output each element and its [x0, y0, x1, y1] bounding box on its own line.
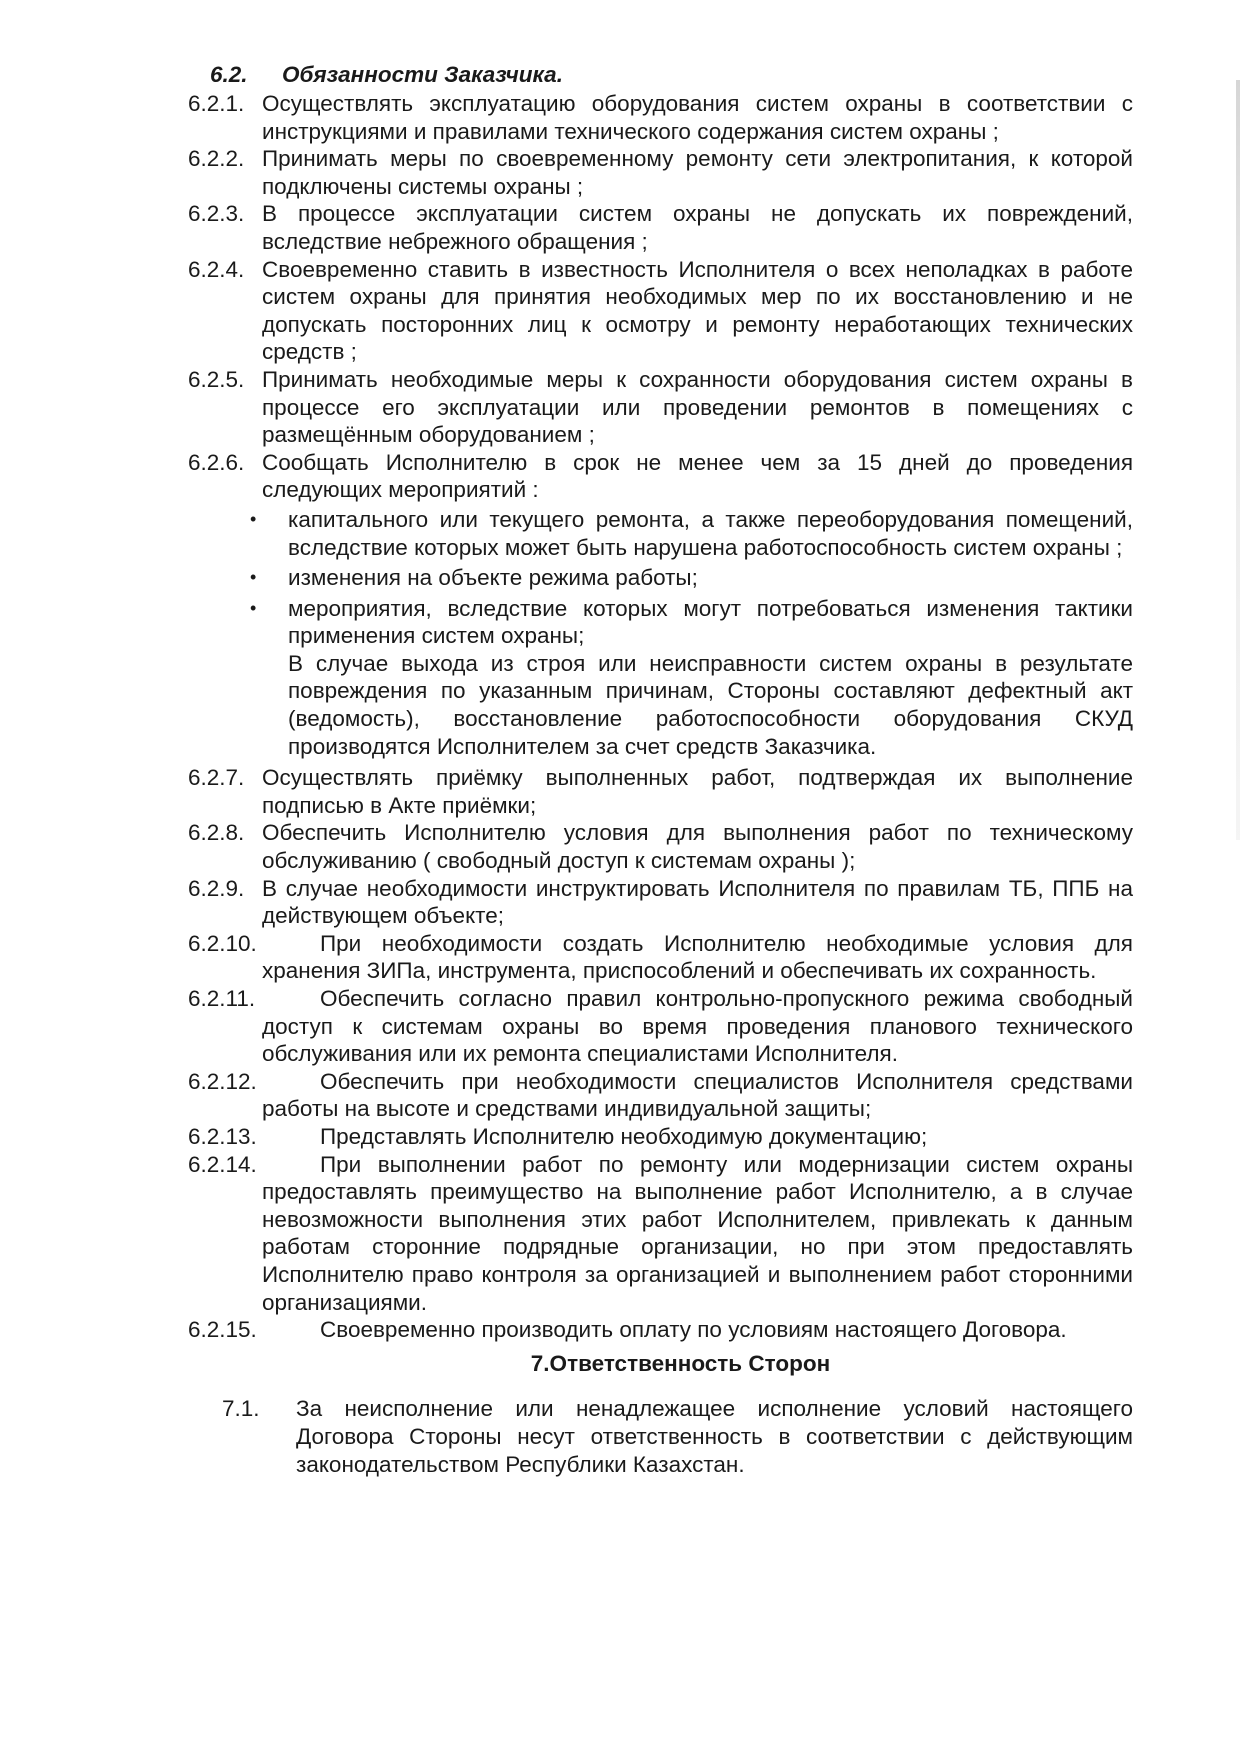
clause-number: 6.2.2. — [188, 146, 245, 172]
clause-text: Принимать необходимые меры к сохранности оборудования систем охраны в процессе его эксплуатации или проведении ремонтов в помещениях с размещённым оборудованием ; — [262, 366, 1133, 448]
clause-number: 6.2.12. — [188, 1068, 257, 1094]
clause-text: Сообщать Исполнителю в срок не менее чем за 15 дней до проведения следующих мероприятий : — [262, 449, 1133, 503]
section-number: 6.2. — [210, 62, 248, 87]
clause-text: Обеспечить согласно правил контрольно-пропускного режима свободный доступ к системам охраны во время проведения планового технического обслуживания или их ремонта специалистами Исполнителя. — [262, 986, 1133, 1067]
clause-6-2-15 — [188, 1316, 1133, 1344]
clause-6-2-10 — [188, 930, 1133, 985]
list-item — [188, 595, 1133, 650]
event-list — [188, 506, 1133, 650]
clause-text: Своевременно производить оплату по условиям настоящего Договора. — [320, 1317, 1067, 1343]
clause-6-2-5 — [188, 366, 1133, 449]
clause-text: При необходимости создать Исполнителю необходимые условия для хранения ЗИПа, инструмента, приспособлений и обеспечивать их сохранность. — [262, 930, 1133, 984]
section-6-2-heading — [210, 60, 1133, 90]
clause-number: 6.2.14. — [188, 1151, 257, 1177]
clause-number: 6.2.15. — [188, 1317, 257, 1343]
clause-number: 6.2.8. — [188, 820, 245, 846]
clause-number: 6.2.3. — [188, 201, 245, 227]
list-item-text: мероприятия, вследствие которых могут потребоваться изменения тактики применения систем охраны; — [288, 595, 1133, 649]
clause-6-2-9 — [188, 875, 1133, 930]
clause-6-2-4 — [188, 256, 1133, 366]
bullet-icon: • — [250, 567, 257, 588]
bullet-note: В случае выхода из строя или неисправности систем охраны в результате повреждения по указанным причинам, Стороны составляют дефектный акт (ведомость), восстановление работоспособности оборудования СКУД производятся Исполнителем за счет средств Заказчика. — [288, 650, 1133, 759]
section-7-heading: 7.Ответственность Сторон — [530, 1350, 831, 1376]
clause-number: 6.2.7. — [188, 765, 245, 791]
clause-text: В процессе эксплуатации систем охраны не допускать их повреждений, вследствие небрежного обращения ; — [262, 201, 1133, 254]
clause-number: 6.2.11. — [188, 986, 256, 1011]
list-item — [188, 564, 1133, 592]
clause-number: 6.2.10. — [188, 930, 257, 956]
clause-number: 6.2.1. — [188, 91, 245, 116]
clause-number: 7.1. — [222, 1396, 260, 1422]
clause-text: Принимать меры по своевременному ремонту сети электропитания, к которой подключены системы охраны ; — [262, 146, 1133, 199]
clause-number: 6.2.9. — [188, 875, 245, 901]
clause-7-1 — [222, 1395, 1133, 1478]
section-title: Обязанности Заказчика. — [282, 62, 563, 87]
clause-6-2-8 — [188, 819, 1133, 874]
clause-text: Обеспечить при необходимости специалистов Исполнителя средствами работы на высоте и средствами индивидуальной защиты; — [262, 1068, 1133, 1122]
clause-6-2-14 — [188, 1151, 1133, 1317]
clause-text: Обеспечить Исполнителю условия для выполнения работ по техническому обслуживанию ( свободный доступ к системам охраны ); — [262, 820, 1133, 874]
clause-6-2-7 — [188, 764, 1133, 819]
clause-number: 6.2.13. — [188, 1123, 257, 1149]
clause-number: 6.2.4. — [188, 256, 245, 282]
clause-text: Осуществлять приёмку выполненных работ, подтверждая их выполнение подписью в Акте приёмки; — [262, 765, 1133, 818]
clause-text: Осуществлять эксплуатацию оборудования систем охраны в соответствии с инструкциями и правилами технического содержания систем охраны ; — [262, 91, 1133, 144]
clause-6-2-13 — [188, 1123, 1133, 1151]
clause-number: 6.2.6. — [188, 449, 245, 475]
scan-edge-mark — [1236, 80, 1240, 840]
clause-text: При выполнении работ по ремонту или модернизации систем охраны предоставлять преимущество на выполнение работ Исполнителю, а в случае невозможности выполнения этих работ Исполнителем, привлекать к данным работам сторонние подрядные организации, но при этом предоставлять Исполнителю право контроля за организацией и выполнением работ сторонними организациями. — [262, 1151, 1133, 1315]
clause-6-2-2 — [188, 145, 1133, 200]
list-item-text: капитального или текущего ремонта, а также переоборудования помещений, вследствие которых может быть нарушена работоспособность систем охраны ; — [288, 506, 1133, 560]
bullet-icon: • — [250, 597, 257, 618]
clause-6-2-3 — [188, 200, 1133, 255]
list-item-text: изменения на объекте режима работы; — [288, 565, 698, 591]
list-item — [188, 506, 1133, 561]
clause-6-2-1 — [188, 90, 1133, 145]
clause-number: 6.2.5. — [188, 366, 245, 392]
clause-text: Представлять Исполнителю необходимую документацию; — [320, 1123, 928, 1149]
clause-text: В случае необходимости инструктировать Исполнителя по правилам ТБ, ППБ на действующем объекте; — [262, 875, 1133, 929]
clause-6-2-12 — [188, 1068, 1133, 1123]
document-content — [188, 60, 1133, 1478]
clause-text: За неисполнение или ненадлежащее исполнение условий настоящего Договора Стороны несут ответственность в соответствии с действующим законодательством Республики Казахстан. — [296, 1396, 1133, 1477]
bullet-icon: • — [250, 508, 257, 529]
clause-6-2-6 — [188, 449, 1133, 504]
clause-text: Своевременно ставить в известность Исполнителя о всех неполадках в работе систем охраны для принятия необходимых мер по их восстановлению и не допускать посторонних лиц к осмотру и ремонту неработающих технических средств ; — [262, 256, 1133, 365]
clause-6-2-11 — [188, 985, 1133, 1068]
